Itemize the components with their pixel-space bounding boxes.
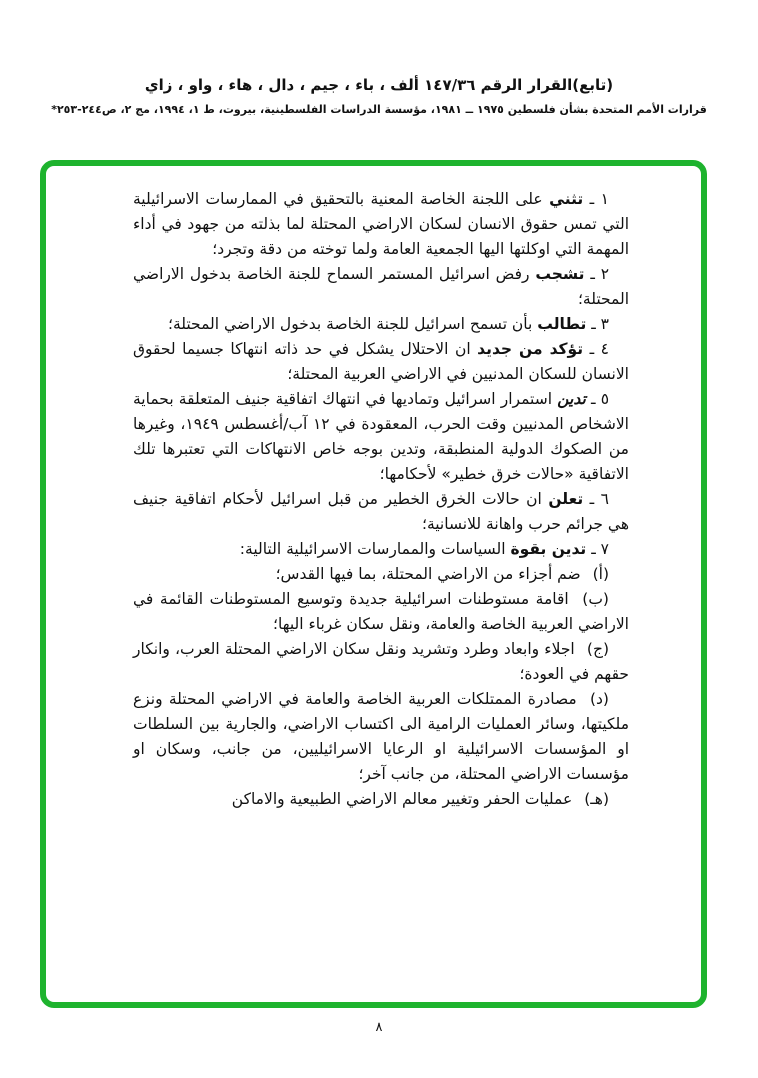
paragraph-text: رفض اسرائيل المستمر السماح للجنة الخاصة بدخول الاراضي المحتلة؛	[133, 265, 629, 308]
sub-item-text: اجلاء وابعاد وطرد وتشريد ونقل سكان الاراضي المحتلة العرب، وانكار حقهم في العودة؛	[133, 640, 629, 683]
resolution-paragraph	[133, 262, 629, 312]
paragraph-number: ١ ـ	[589, 190, 609, 208]
paragraph-number: ٧ ـ	[591, 540, 609, 558]
sub-item-c	[133, 637, 629, 687]
sub-item-e	[133, 787, 629, 812]
resolution-body	[133, 187, 629, 812]
paragraph-number: ٥ ـ	[590, 390, 610, 408]
paragraph-lead-verb: تؤكد من جديد	[477, 340, 584, 358]
paragraph-lead-verb: تثني	[549, 190, 584, 208]
sub-item-text: ضم أجزاء من الاراضي المحتلة، بما فيها القدس؛	[275, 565, 581, 583]
resolution-paragraph	[133, 537, 629, 562]
sub-item-marker: (ب)	[582, 590, 609, 608]
sub-item-text: مصادرة الممتلكات العربية الخاصة والعامة في الاراضي المحتلة ونزع ملكيتها، وسائر العمليات الرامية الى اكتساب الاراضي، والجارية بين السلطات او المؤسسات الاسرائيلية او الرعايا الاسرائيليين، من جانب، وسكان او مؤسسات الاراضي المحتلة، من جانب آخر؛	[133, 690, 629, 783]
paragraph-lead-verb: تدين	[557, 390, 586, 408]
resolution-paragraph	[133, 312, 629, 337]
paragraph-text: على اللجنة الخاصة المعنية بالتحقيق في الممارسات الاسرائيلية التي تمس حقوق الانسان لسكان الاراضي المحتلة لما بذلته من جهود في أداء المهمة التي اوكلتها اليها الجمعية العامة ولما توخته من دقة وتجرد؛	[133, 190, 629, 258]
source-citation: قرارات الأمم المتحدة بشأن فلسطين ١٩٧٥ ــ ١٩٨١، مؤسسة الدراسات الفلسطينية، بيروت، ط ١، ١٩٩٤، مج ٢، ص٢٤٤-٢٥٣*	[51, 103, 707, 116]
sub-item-d	[133, 687, 629, 787]
resolution-paragraph	[133, 187, 629, 262]
paragraph-lead-verb: تطالب	[537, 315, 587, 333]
sub-item-text: اقامة مستوطنات اسرائيلية جديدة وتوسيع المستوطنات القائمة في الاراضي العربية الخاصة والعامة، ونقل سكان غرباء اليها؛	[133, 590, 629, 633]
resolution-paragraph	[133, 337, 629, 387]
sub-item-marker: (ج)	[586, 640, 609, 658]
sub-item-marker: (أ)	[592, 565, 609, 583]
paragraph-number: ٣ ـ	[591, 315, 609, 333]
paragraph-number: ٦ ـ	[589, 490, 609, 508]
sub-item-b	[133, 587, 629, 637]
resolution-title: (تابع)القرار الرقم ١٤٧/٣٦ ألف ، باء ، جيم ، دال ، هاء ، واو ، زاي	[144, 76, 614, 94]
page-number: ٨	[375, 1020, 383, 1035]
sub-item-a	[133, 562, 629, 587]
paragraph-text: السياسات والممارسات الاسرائيلية التالية:	[239, 540, 506, 558]
sub-item-text: عمليات الحفر وتغيير معالم الاراضي الطبيعية والاماكن	[231, 790, 573, 808]
page-header	[0, 74, 758, 118]
paragraph-text: ان حالات الخرق الخطير من قبل اسرائيل لأحكام اتفاقية جنيف هي جرائم حرب واهانة للانسانية؛	[133, 490, 629, 533]
paragraph-text: ان الاحتلال يشكل في حد ذاته انتهاكا جسيما لحقوق الانسان للسكان المدنيين في الاراضي العربية المحتلة؛	[133, 340, 629, 383]
paragraph-lead-verb: تعلن	[548, 490, 584, 508]
sub-item-marker: (هـ)	[584, 790, 609, 808]
paragraph-lead-verb: تدين بقوة	[510, 540, 587, 558]
paragraph-number: ٢ ـ	[590, 265, 610, 283]
paragraph-text: بأن تسمح اسرائيل للجنة الخاصة بدخول الاراضي المحتلة؛	[168, 315, 533, 333]
paragraph-number: ٤ ـ	[589, 340, 609, 358]
sub-item-marker: (د)	[589, 690, 609, 708]
paragraph-text: استمرار اسرائيل وتماديها في انتهاك اتفاقية جنيف المتعلقة بحماية الاشخاص المدنيين وقت الحرب، المعقودة في ١٢ آب/أغسطس ١٩٤٩، وغيرها من الصكوك الدولية المنطبقة، وتدين بوجه خاص الانتهاكات التي تعتبرها تلك الاتفاقية «حالات خرق خطير» لأحكامها؛	[133, 390, 629, 483]
resolution-paragraph	[133, 387, 629, 487]
paragraph-lead-verb: تشجب	[535, 265, 585, 283]
resolution-paragraph	[133, 487, 629, 537]
